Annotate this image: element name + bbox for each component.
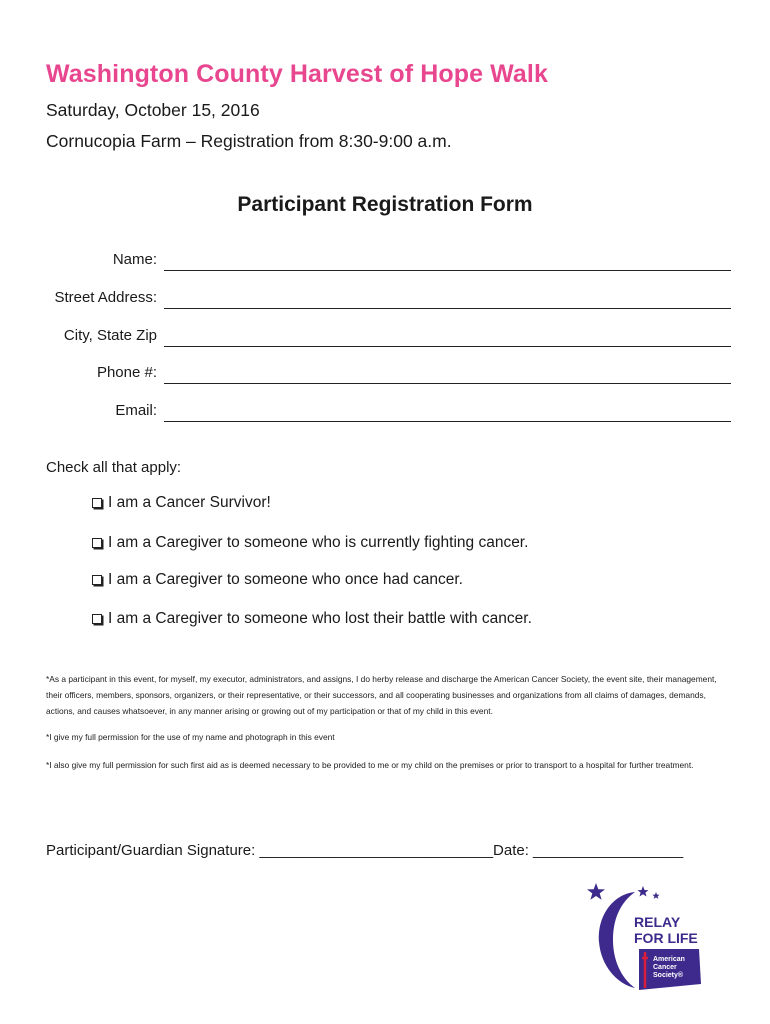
- city-state-zip-label: City, State Zip: [63, 327, 157, 344]
- star-icon: [587, 883, 605, 900]
- option-caregiver-current[interactable]: [92, 534, 528, 552]
- option-label: I am a Caregiver to someone who is currently fighting cancer.: [108, 534, 529, 551]
- name-input-line[interactable]: [164, 270, 731, 271]
- moon-icon: [599, 892, 635, 988]
- city-state-zip-input-line[interactable]: [164, 346, 731, 347]
- phone-label: Phone #:: [96, 364, 157, 381]
- name-field: [0, 251, 770, 275]
- logo-relay: RELAY: [634, 914, 681, 930]
- option-caregiver-past[interactable]: [92, 571, 463, 589]
- event-date: Saturday, October 15, 2016: [46, 100, 260, 120]
- name-label: Name:: [112, 251, 157, 268]
- street-address-input-line[interactable]: [164, 308, 731, 309]
- first-aid-permission: *I also give my full permission for such first aid as is deemed necessary to be provided to me or my child on the premises or prior to transport to a hospital for further treatment.: [46, 760, 694, 770]
- signature-line: Participant/Guardian Signature: ____________________________Date: __________________: [46, 842, 684, 859]
- logo-cancer: Cancer: [653, 964, 677, 971]
- city-state-zip-field: [0, 327, 770, 351]
- option-label: I am a Cancer Survivor!: [108, 494, 271, 511]
- event-location: Cornucopia Farm – Registration from 8:30-9:00 a.m.: [46, 131, 452, 151]
- star-icon: [652, 892, 659, 899]
- checkbox-icon[interactable]: [92, 498, 102, 508]
- option-caregiver-lost[interactable]: [92, 610, 532, 628]
- checkbox-icon[interactable]: [92, 614, 102, 624]
- relay-for-life-logo: [583, 880, 713, 995]
- event-title: Washington County Harvest of Hope Walk: [46, 60, 548, 88]
- street-address-field: [0, 289, 770, 313]
- option-label: I am a Caregiver to someone who lost their battle with cancer.: [108, 610, 532, 627]
- release-disclaimer: *As a participant in this event, for myself, my executor, administrators, and assigns, I do herby release and discharge the American Cancer Society, the event site, their management, their officers, members, sponsors, organizers, or their representative, or their successors, and all cooperating businesses and organizations from all claims of damages, demands, actions, and causes whatsoever, in any manner arising or growing out of my participation or that of my child in this event.: [46, 674, 717, 716]
- star-icon: [638, 886, 649, 897]
- logo-society: Society®: [653, 972, 684, 979]
- checkbox-icon[interactable]: [92, 538, 102, 548]
- option-cancer-survivor[interactable]: [92, 494, 271, 512]
- form-title: Participant Registration Form: [237, 193, 533, 216]
- street-address-label: Street Address:: [54, 289, 157, 306]
- phone-field: [0, 364, 770, 388]
- logo-for-life: FOR LIFE: [634, 930, 698, 946]
- checklist-heading: Check all that apply:: [46, 459, 182, 476]
- email-field: [0, 402, 770, 426]
- email-input-line[interactable]: [164, 421, 731, 422]
- logo-american: American: [653, 956, 685, 963]
- option-label: I am a Caregiver to someone who once had cancer.: [108, 571, 463, 588]
- photo-permission: *I give my full permission for the use of my name and photograph in this event: [46, 732, 335, 742]
- checkbox-icon[interactable]: [92, 575, 102, 585]
- phone-input-line[interactable]: [164, 383, 731, 384]
- email-label: Email:: [115, 402, 157, 419]
